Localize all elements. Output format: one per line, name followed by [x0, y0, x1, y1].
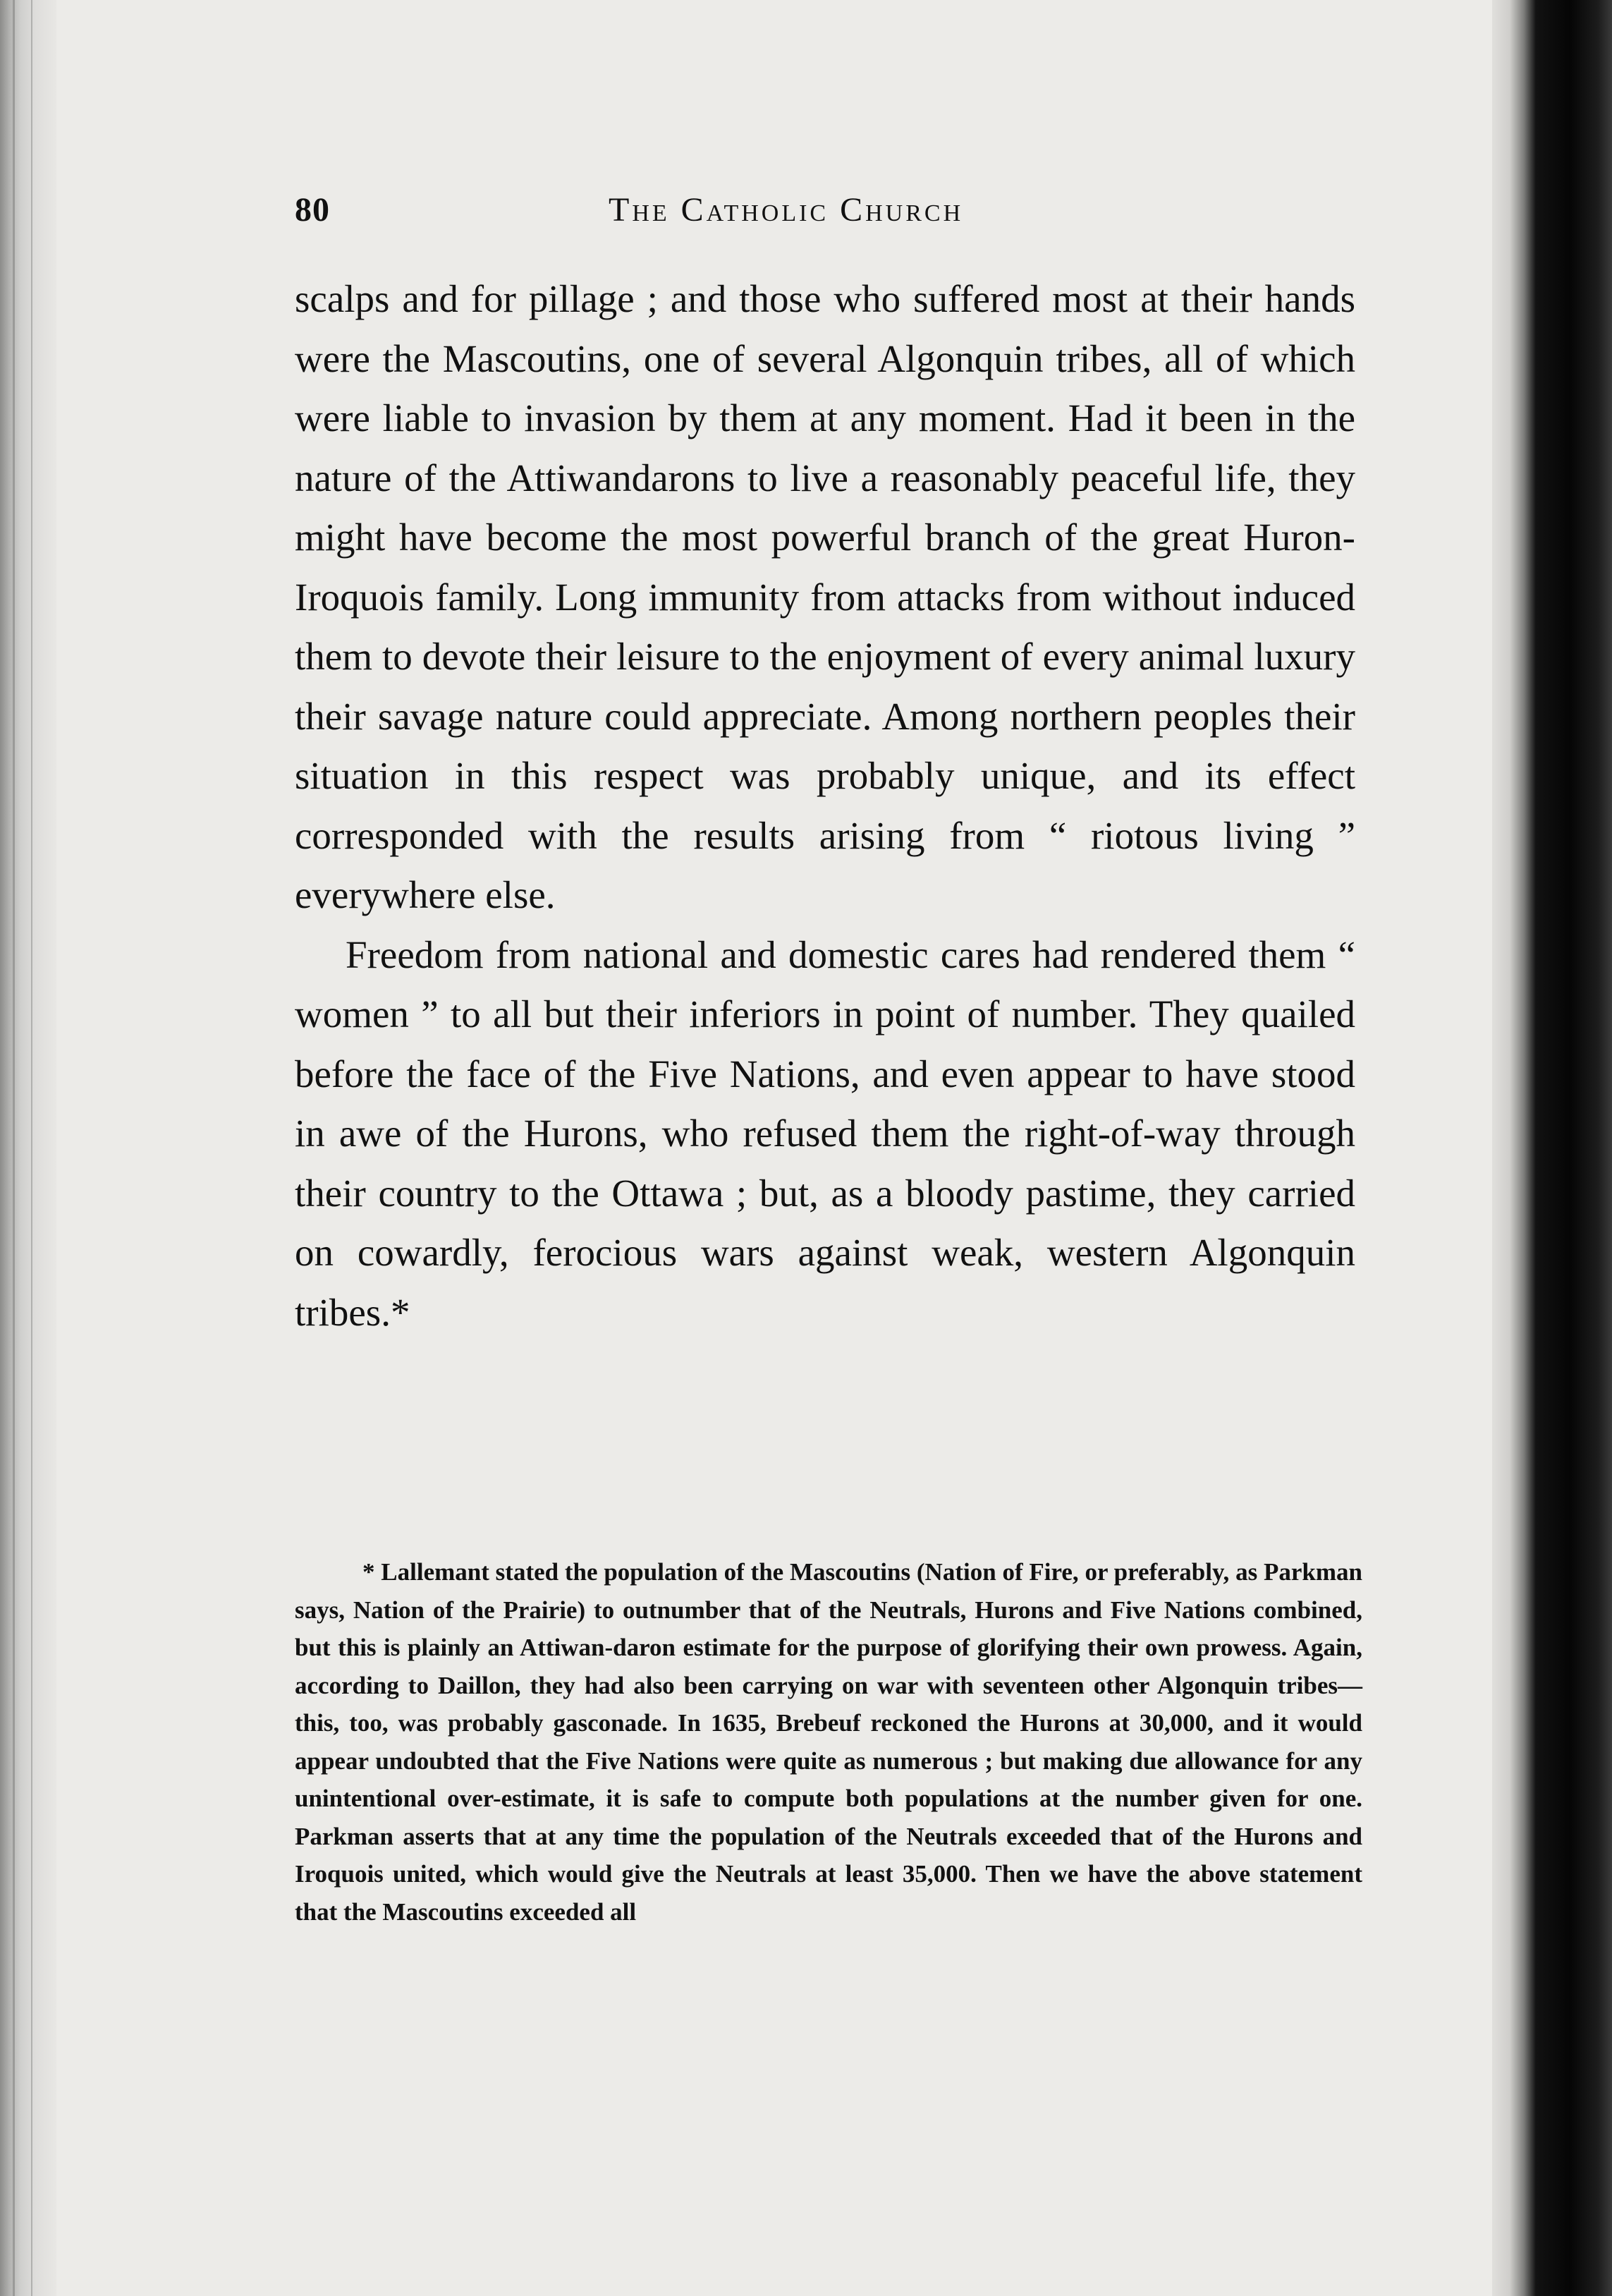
footnote — [295, 1553, 1362, 1931]
paragraph: scalps and for pillage ; and those who suffered most at their hands were the Mascoutins, one of several Algonquin tribes, all of which were liable to invasion by them at any moment. Had it been in the nature of the Attiwandarons to live a reasonably peaceful life, they might have become the most powerful branch of the great Huron-Iroquois family. Long immunity from attacks from without induced them to devote their leisure to the enjoyment of every animal luxury their savage nature could appreciate. Among northern peoples their situation in this respect was probably unique, and its effect corresponded with the results arising from “ riotous living ” everywhere else. — [295, 277, 1355, 916]
page-number: 80 — [295, 191, 330, 229]
paragraph: Freedom from national and domestic cares had rendered them “ women ” to all but their inferiors in point of number. They quailed before the face of the Five Nations, and even appear to have stood in awe of the Hurons, who refused them the right-of-way through their country to the Ottawa ; but, as a bloody pastime, they carried on cowardly, ferocious wars against weak, western Algonquin tribes.* — [295, 933, 1355, 1334]
running-title: The Catholic Church — [609, 191, 964, 229]
body-text — [295, 269, 1355, 1342]
running-head — [295, 190, 1367, 240]
footnote-text: * Lallemant stated the population of the Mascoutins (Nation of Fire, or preferably, as Parkman says, Nation of the Prairie) to outnumber that of the Neutrals, Hurons and Five Nations combined, but this is plainly an Attiwan-daron estimate for the purpose of glorifying their own prowess. Again, according to Daillon, they had also been carrying on war with seventeen other Algonquin tribes—this, too, was probably gasconade. In 1635, Brebeuf reckoned the Hurons at 30,000, and it would appear undoubted that the Five Nations were quite as numerous ; but making due allowance for any unintentional over-estimate, it is safe to compute both populations at the number given for one. Parkman asserts that at any time the population of the Neutrals exceeded that of the Hurons and Iroquois united, which would give the Neutrals at least 35,000. Then we have the above statement that the Mascoutins exceeded all — [295, 1558, 1362, 1926]
